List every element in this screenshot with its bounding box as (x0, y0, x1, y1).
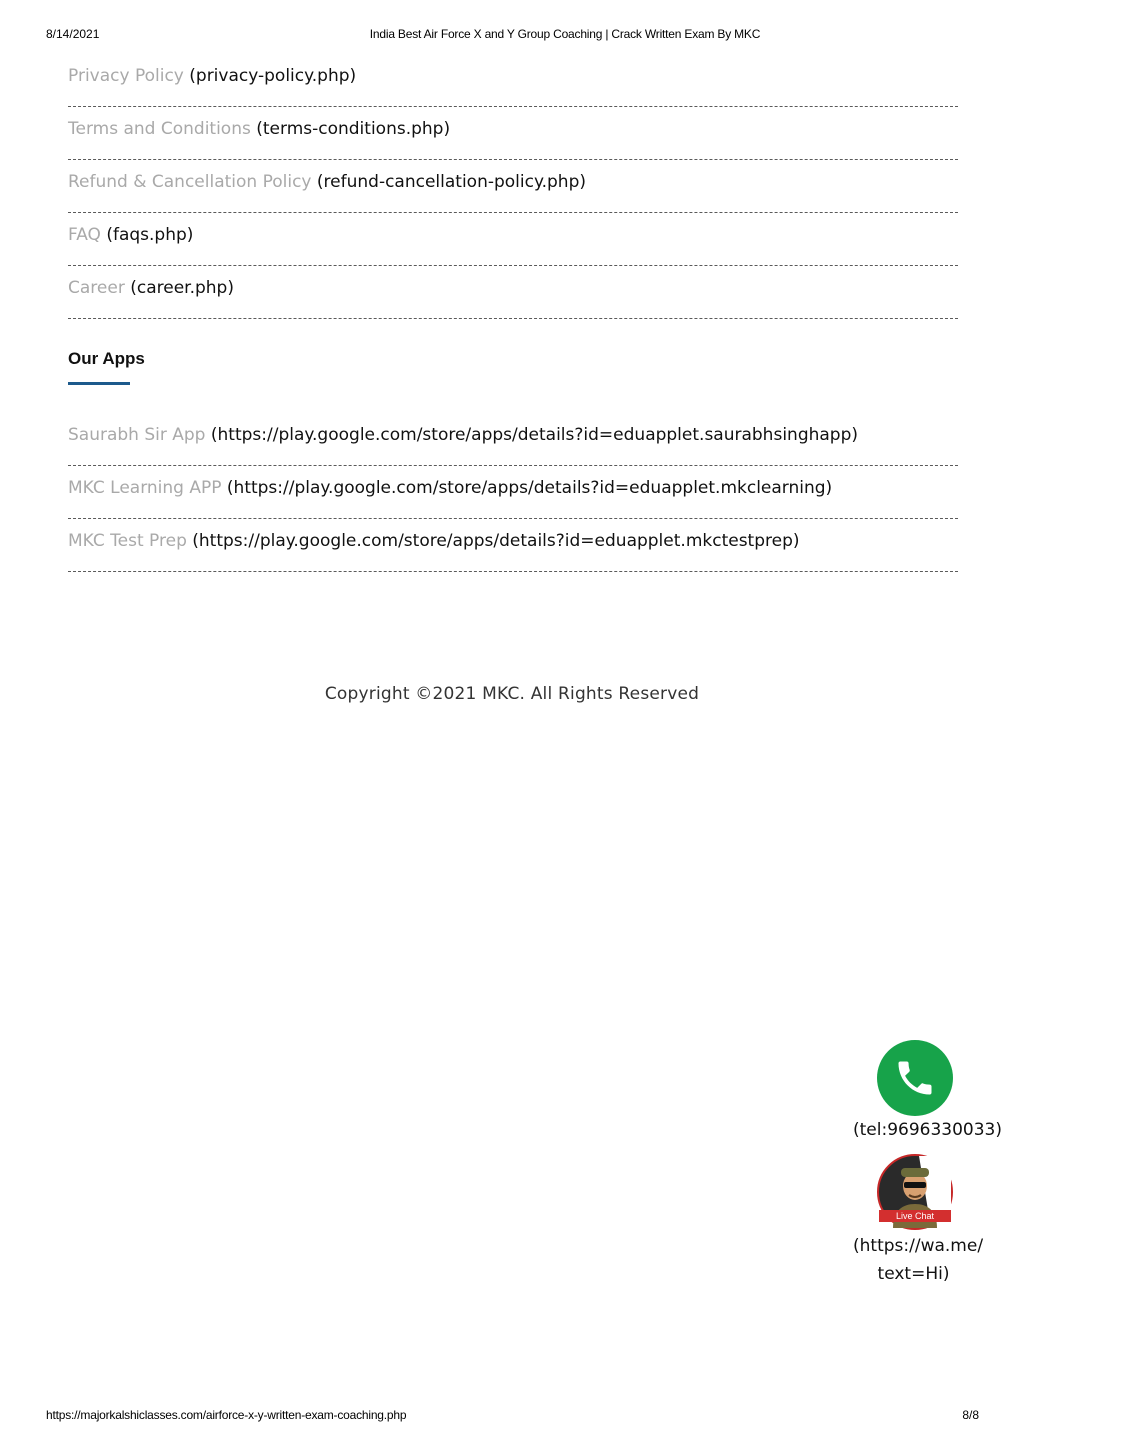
link-url: (terms-conditions.php) (256, 119, 451, 139)
call-button[interactable] (877, 1040, 953, 1116)
print-date: 8/14/2021 (46, 27, 100, 41)
our-apps-heading: Our Apps (68, 349, 145, 368)
print-header (0, 27, 1024, 43)
link-mkc-test-prep[interactable] (68, 519, 958, 572)
copyright-text: Copyright ©2021 MKC. All Rights Reserved (324, 684, 700, 704)
link-label[interactable]: Career (68, 278, 125, 298)
link-saurabh-sir-app[interactable] (68, 413, 958, 466)
link-refund-cancellation[interactable] (68, 160, 958, 213)
live-chat-button[interactable] (877, 1154, 953, 1230)
legal-links-list (68, 54, 958, 319)
link-faq[interactable] (68, 213, 958, 266)
link-url: (https://play.google.com/store/apps/details?id=eduapplet.mkclearning) (226, 478, 833, 498)
phone-icon (893, 1056, 937, 1100)
apps-links-list (68, 413, 958, 572)
link-url: (https://play.google.com/store/apps/details?id=eduapplet.mkctestprep) (192, 531, 800, 551)
link-label[interactable]: Terms and Conditions (68, 119, 251, 139)
print-url: https://majorkalshiclasses.com/airforce-x-y-written-exam-coaching.php (46, 1408, 407, 1422)
link-label[interactable]: Saurabh Sir App (68, 425, 206, 445)
chat-link-line-1: (https://wa.me/ (853, 1236, 984, 1256)
floating-chat-widget (846, 1154, 984, 1286)
link-label[interactable]: MKC Learning APP (68, 478, 222, 498)
link-url: (https://play.google.com/store/apps/details?id=eduapplet.saurabhsinghapp) (210, 425, 859, 445)
print-footer (0, 1408, 1024, 1424)
print-page-title: India Best Air Force X and Y Group Coaching | Crack Written Exam By MKC (369, 27, 761, 41)
link-url: (privacy-policy.php) (189, 66, 357, 86)
floating-call-widget (846, 1040, 1002, 1145)
live-chat-badge: Live Chat (879, 1210, 951, 1222)
print-page-number: 8/8 (962, 1408, 979, 1422)
heading-underline (68, 382, 130, 385)
chat-link-text[interactable] (846, 1232, 984, 1288)
link-label[interactable]: FAQ (68, 225, 101, 245)
link-label[interactable]: MKC Test Prep (68, 531, 187, 551)
link-url: (faqs.php) (106, 225, 194, 245)
link-url: (career.php) (130, 278, 234, 298)
link-terms-conditions[interactable] (68, 107, 958, 160)
link-url: (refund-cancellation-policy.php) (316, 172, 586, 192)
link-mkc-learning-app[interactable] (68, 466, 958, 519)
link-career[interactable] (68, 266, 958, 319)
chat-link-line-2: text=Hi) (877, 1264, 950, 1284)
call-link-text[interactable]: (tel:9696330033) (853, 1120, 1002, 1140)
link-privacy-policy[interactable] (68, 54, 958, 107)
link-label[interactable]: Privacy Policy (68, 66, 184, 86)
link-label[interactable]: Refund & Cancellation Policy (68, 172, 312, 192)
